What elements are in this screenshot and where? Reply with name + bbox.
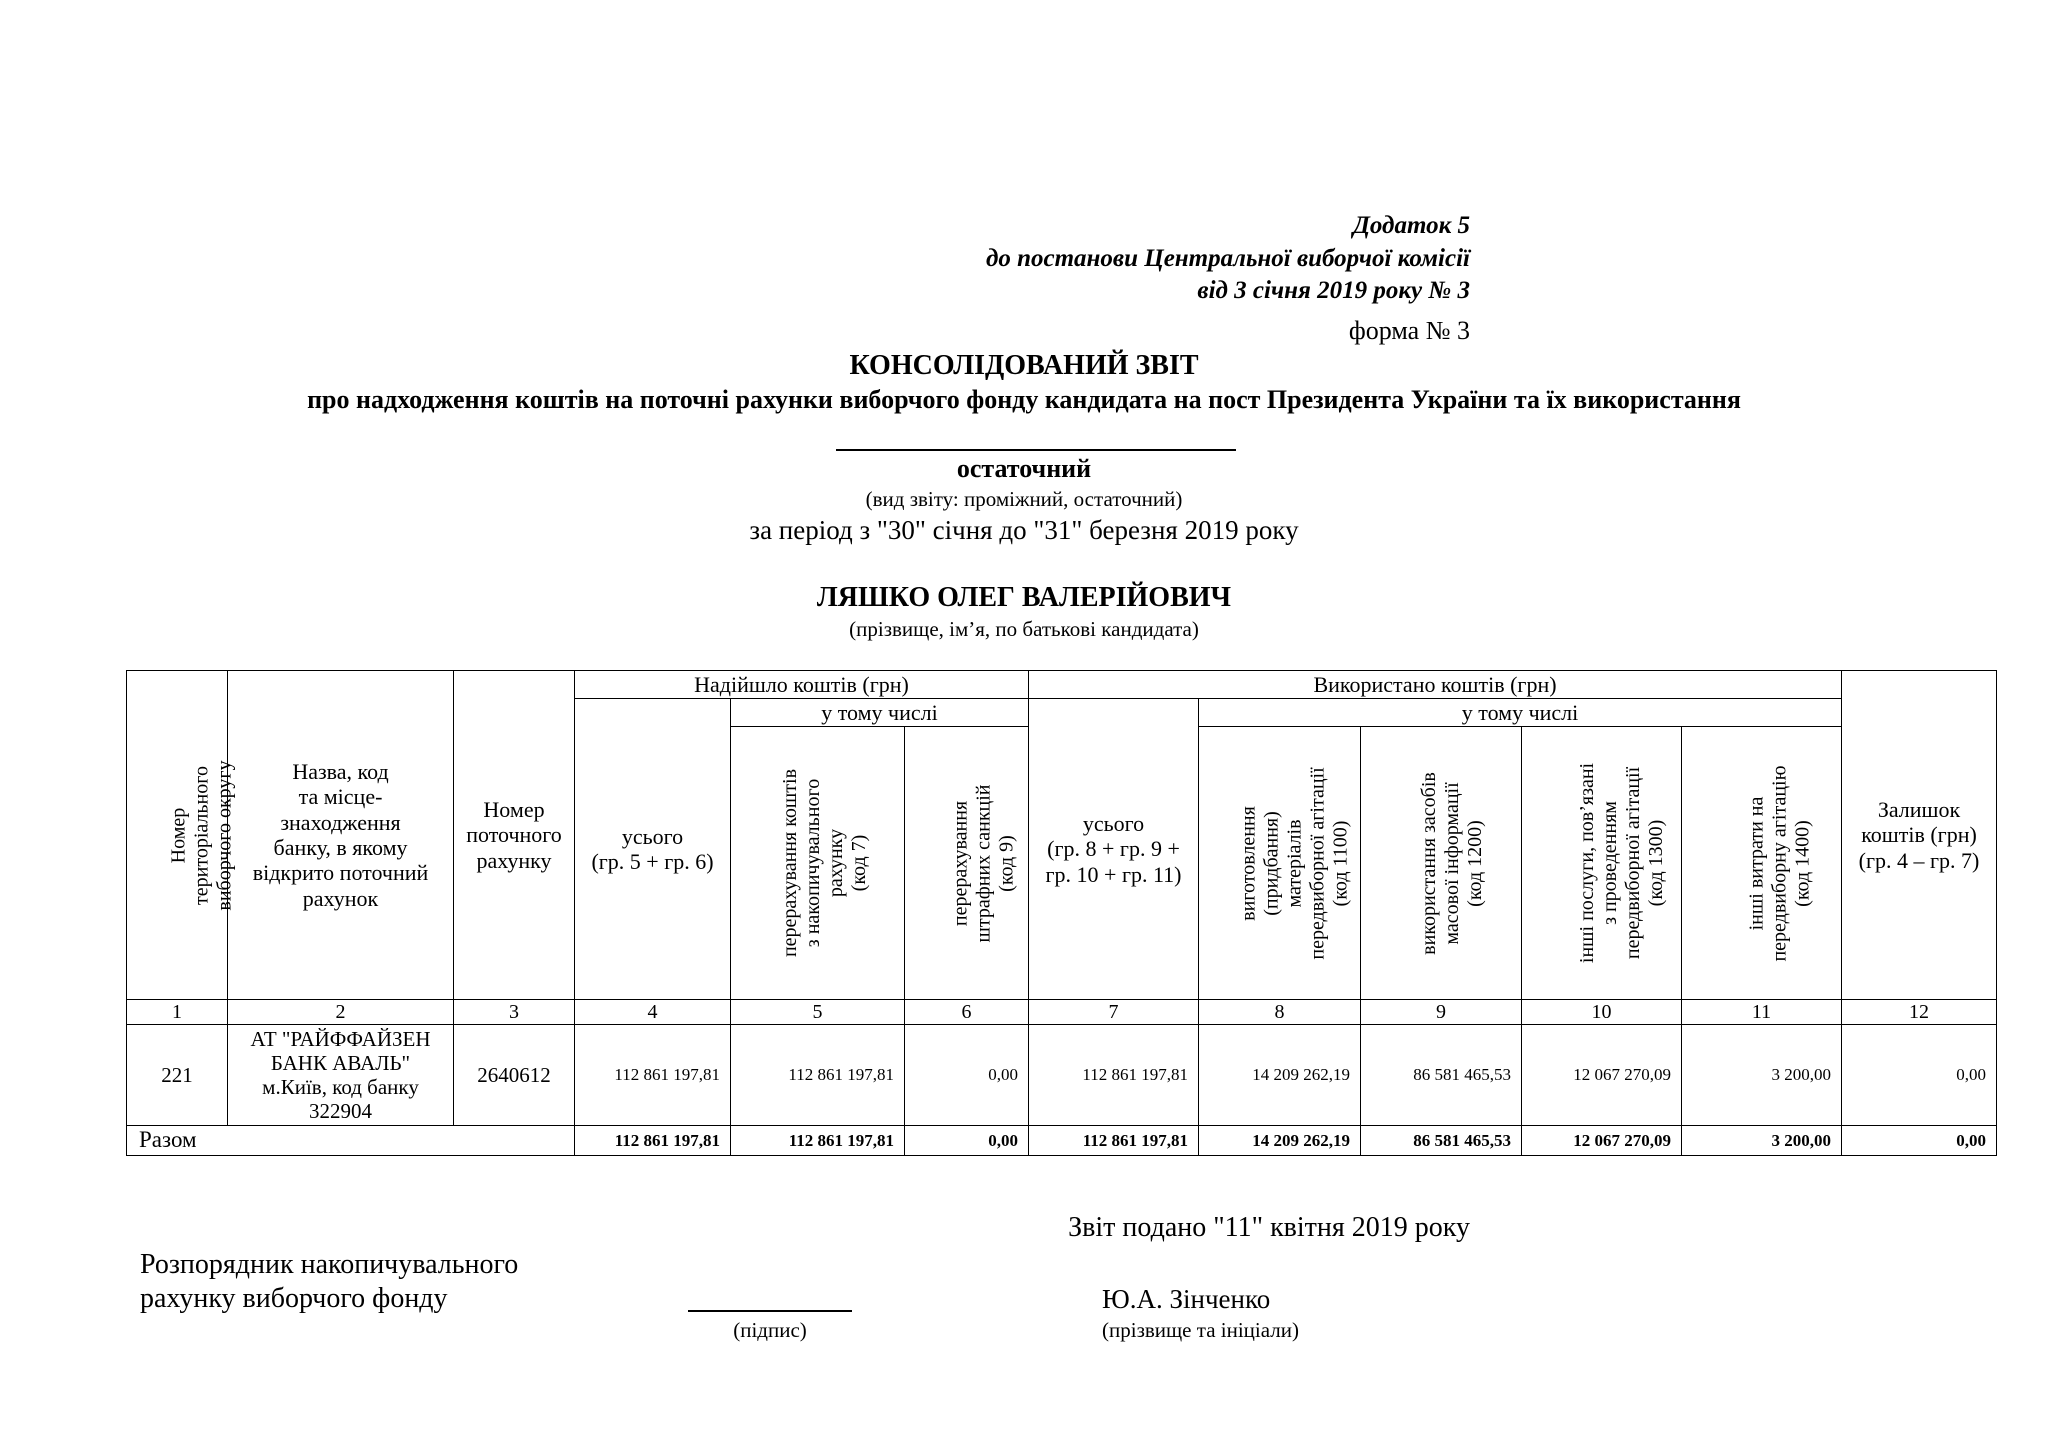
- value-media: 86 581 465,53: [1361, 1025, 1522, 1126]
- appendix-line-2: до постанови Центральної виборчої комісії: [985, 245, 1470, 272]
- report-type-line: [836, 449, 1236, 451]
- total-other-services: 12 067 270,09: [1522, 1126, 1682, 1156]
- table-row: [127, 1025, 1997, 1126]
- account-number: 2640612: [454, 1025, 575, 1126]
- col-header-account: Номер поточного рахунку: [454, 671, 575, 1000]
- value-other-services: 12 067 270,09: [1522, 1025, 1682, 1126]
- total-used-total: 112 861 197,81: [1029, 1126, 1199, 1156]
- total-media: 86 581 465,53: [1361, 1126, 1522, 1156]
- col-header-received-total: усього (гр. 5 + гр. 6): [575, 699, 731, 1000]
- col-number: 7: [1029, 1000, 1199, 1025]
- report-table: [126, 670, 1997, 1156]
- report-type: остаточний: [956, 454, 1092, 483]
- report-period: за період з "30" січня до "31" березня 2019 року: [749, 515, 1299, 545]
- group-header-received: Надійшло коштів (грн): [575, 671, 1029, 699]
- total-materials: 14 209 262,19: [1199, 1126, 1361, 1156]
- col-header-district: Номер територіального виборчого округу: [127, 671, 228, 1000]
- value-transfer-fines: 0,00: [905, 1025, 1029, 1126]
- col-header-bank: Назва, код та місце- знаходження банку, в якому відкрито поточний рахунок: [228, 671, 454, 1000]
- bank-details: АТ "РАЙФФАЙЗЕН БАНК АВАЛЬ" м.Київ, код банку 322904: [228, 1025, 454, 1126]
- manager-name: Ю.А. Зінченко: [1102, 1284, 1271, 1314]
- signature-hint: (підпис): [733, 1318, 807, 1342]
- column-numbers-row: [127, 1000, 1997, 1025]
- col-number: 6: [905, 1000, 1029, 1025]
- col-header-used-total: усього (гр. 8 + гр. 9 + гр. 10 + гр. 11): [1029, 699, 1199, 1000]
- col-number: 2: [228, 1000, 454, 1025]
- submission-date: Звіт подано "11" квітня 2019 року: [1068, 1212, 1470, 1243]
- report-type-hint: (вид звіту: проміжний, остаточний): [865, 487, 1183, 511]
- col-header-balance: Залишок коштів (грн) (гр. 4 – гр. 7): [1842, 671, 1997, 1000]
- report-title: КОНСОЛІДОВАНИЙ ЗВІТ: [849, 350, 1199, 381]
- form-number: форма № 3: [1348, 316, 1470, 345]
- candidate-hint: (прізвище, ім’я, по батькові кандидата): [849, 617, 1199, 641]
- col-number: 11: [1682, 1000, 1842, 1025]
- col-header-transfer-fines: перерахування штрафних санкцій (код 9): [905, 727, 1029, 1000]
- appendix-line-3: від 3 січня 2019 року № 3: [1197, 277, 1470, 304]
- signature-line: [688, 1310, 852, 1312]
- subgroup-header-used-incl: у тому числі: [1199, 699, 1842, 727]
- value-balance: 0,00: [1842, 1025, 1997, 1126]
- subgroup-header-received-incl: у тому числі: [731, 699, 1029, 727]
- total-other-expenses: 3 200,00: [1682, 1126, 1842, 1156]
- value-materials: 14 209 262,19: [1199, 1025, 1361, 1126]
- col-number: 9: [1361, 1000, 1522, 1025]
- col-header-other-expenses: інші витрати на передвиборну агітацію (код 1400): [1682, 727, 1842, 1000]
- appendix-line-1: Додаток 5: [1352, 212, 1470, 239]
- col-header-transfer-accum: перерахування коштів з накопичувального рахунку (код 7): [731, 727, 905, 1000]
- total-transfer-accum: 112 861 197,81: [731, 1126, 905, 1156]
- col-number: 8: [1199, 1000, 1361, 1025]
- value-used-total: 112 861 197,81: [1029, 1025, 1199, 1126]
- total-transfer-fines: 0,00: [905, 1126, 1029, 1156]
- col-number: 12: [1842, 1000, 1997, 1025]
- total-label: Разом: [127, 1126, 575, 1156]
- total-row: [127, 1126, 1997, 1156]
- col-number: 5: [731, 1000, 905, 1025]
- total-received-total: 112 861 197,81: [575, 1126, 731, 1156]
- report-subtitle: про надходження коштів на поточні рахунки виборчого фонду кандидата на пост Президента України та їх використання: [307, 385, 1741, 414]
- candidate-name: ЛЯШКО ОЛЕГ ВАЛЕРІЙОВИЧ: [816, 582, 1232, 613]
- value-received-total: 112 861 197,81: [575, 1025, 731, 1126]
- manager-title: Розпорядник накопичувального рахунку виборчого фонду: [140, 1249, 519, 1314]
- col-header-other-services: інші послуги, пов’язані з проведенням передвиборної агітації (код 1300): [1522, 727, 1682, 1000]
- col-number: 1: [127, 1000, 228, 1025]
- total-balance: 0,00: [1842, 1126, 1997, 1156]
- district-number: 221: [127, 1025, 228, 1126]
- col-header-materials: виготовлення (придбання) матеріалів передвиборної агітації (код 1100): [1199, 727, 1361, 1000]
- col-header-media: використання засобів масової інформації (код 1200): [1361, 727, 1522, 1000]
- group-header-used: Використано коштів (грн): [1029, 671, 1842, 699]
- col-number: 3: [454, 1000, 575, 1025]
- col-number: 10: [1522, 1000, 1682, 1025]
- value-other-expenses: 3 200,00: [1682, 1025, 1842, 1126]
- col-number: 4: [575, 1000, 731, 1025]
- value-transfer-accum: 112 861 197,81: [731, 1025, 905, 1126]
- manager-name-hint: (прізвище та ініціали): [1102, 1318, 1299, 1342]
